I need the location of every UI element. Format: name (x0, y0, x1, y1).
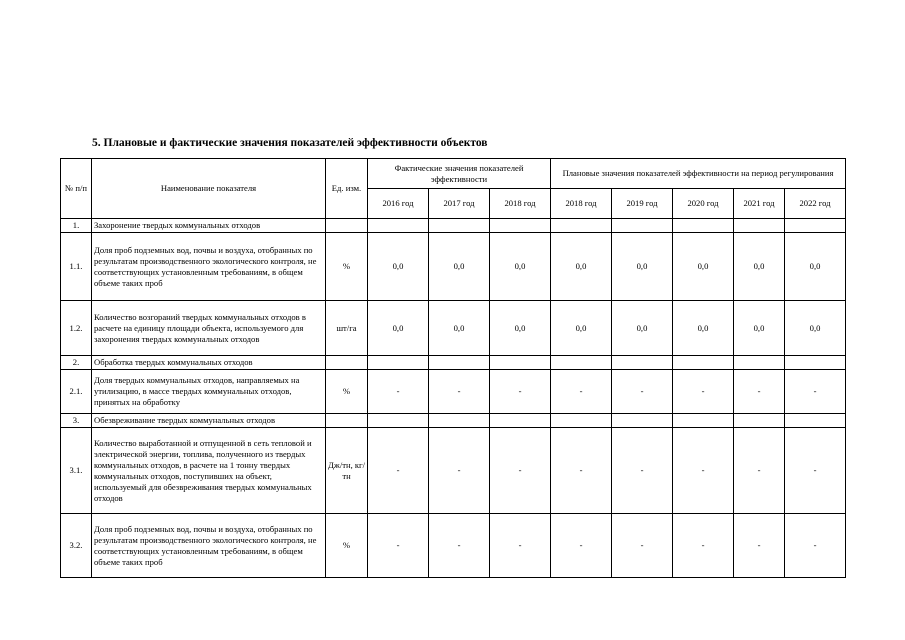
row-value: 0,0 (429, 301, 490, 356)
row-value: - (734, 428, 785, 514)
row-value (612, 219, 673, 233)
row-num: 2.1. (61, 370, 92, 414)
row-value (551, 356, 612, 370)
header-year: 2018 год (551, 189, 612, 219)
header-group-plan: Плановые значения показателей эффективности на период регулирования (551, 159, 846, 189)
row-value: 0,0 (673, 301, 734, 356)
table-row (61, 370, 846, 414)
row-value: - (785, 428, 846, 514)
row-value (612, 356, 673, 370)
row-value: - (612, 428, 673, 514)
row-value: - (490, 428, 551, 514)
table-body (61, 219, 846, 578)
row-num: 1.2. (61, 301, 92, 356)
row-value: 0,0 (490, 301, 551, 356)
row-value: 0,0 (734, 301, 785, 356)
row-value (490, 219, 551, 233)
row-value: - (368, 370, 429, 414)
row-value: 0,0 (785, 301, 846, 356)
row-value: 0,0 (551, 233, 612, 301)
row-value (673, 356, 734, 370)
row-value: - (785, 514, 846, 578)
header-num: № п/п (61, 159, 92, 219)
header-year: 2020 год (673, 189, 734, 219)
row-name: Доля проб подземных вод, почвы и воздуха, отобранных по результатам производственного экологического контроля, не соответствующих установленным требованиям, в общем объеме таких проб (92, 233, 326, 301)
row-value (734, 414, 785, 428)
row-value: - (734, 370, 785, 414)
row-value: - (612, 370, 673, 414)
row-unit: Дж/тн, кг/тн (326, 428, 368, 514)
header-name: Наименование показателя (92, 159, 326, 219)
header-unit: Ед. изм. (326, 159, 368, 219)
row-num: 1.1. (61, 233, 92, 301)
header-year: 2019 год (612, 189, 673, 219)
row-value: - (490, 370, 551, 414)
row-name: Захоронение твердых коммунальных отходов (92, 219, 326, 233)
row-value: - (673, 428, 734, 514)
row-value (673, 219, 734, 233)
row-value: 0,0 (673, 233, 734, 301)
row-value: 0,0 (734, 233, 785, 301)
row-unit (326, 414, 368, 428)
row-value (490, 414, 551, 428)
row-value: - (429, 514, 490, 578)
row-name: Количество выработанной и отпущенной в сеть тепловой и электрической энергии, топлива, полученного из твердых коммунальных отходов, в расчете на 1 тонну твердых коммунальных отходов, поступивших на объект, используемый для обезвреживания твердых коммунальных отходов (92, 428, 326, 514)
row-value: - (368, 514, 429, 578)
row-value: 0,0 (612, 301, 673, 356)
row-value (785, 356, 846, 370)
row-value: - (429, 428, 490, 514)
row-name: Количество возгораний твердых коммунальных отходов в расчете на единицу площади объекта, используемого для захоронения твердых коммунальных отходов (92, 301, 326, 356)
row-name: Обезвреживание твердых коммунальных отходов (92, 414, 326, 428)
row-num: 3.2. (61, 514, 92, 578)
header-year: 2017 год (429, 189, 490, 219)
row-num: 3.1. (61, 428, 92, 514)
row-value: 0,0 (551, 301, 612, 356)
row-value: - (551, 514, 612, 578)
row-value: - (785, 370, 846, 414)
row-value: - (551, 370, 612, 414)
row-value (734, 219, 785, 233)
row-value: - (490, 514, 551, 578)
table-row (61, 219, 846, 233)
row-value: 0,0 (368, 301, 429, 356)
row-value: - (551, 428, 612, 514)
header-group-fact: Фактические значения показателей эффективности (368, 159, 551, 189)
row-value (368, 219, 429, 233)
row-value (429, 219, 490, 233)
row-unit: % (326, 514, 368, 578)
row-value (673, 414, 734, 428)
row-value (612, 414, 673, 428)
row-value (551, 219, 612, 233)
table-row (61, 356, 846, 370)
row-value (785, 219, 846, 233)
row-value (368, 414, 429, 428)
row-num: 3. (61, 414, 92, 428)
row-value: - (734, 514, 785, 578)
page-title: 5. Плановые и фактические значения показателей эффективности объектов (92, 137, 488, 149)
indicators-table (60, 158, 846, 578)
header-year: 2016 год (368, 189, 429, 219)
row-unit: шт/га (326, 301, 368, 356)
table-row (61, 514, 846, 578)
row-value (490, 356, 551, 370)
row-name: Доля твердых коммунальных отходов, направляемых на утилизацию, в массе твердых коммунальных отходов, принятых на обработку (92, 370, 326, 414)
row-value (368, 356, 429, 370)
row-value (551, 414, 612, 428)
header-year: 2018 год (490, 189, 551, 219)
row-value: - (368, 428, 429, 514)
row-value: 0,0 (612, 233, 673, 301)
row-unit: % (326, 370, 368, 414)
header-year: 2022 год (785, 189, 846, 219)
row-num: 1. (61, 219, 92, 233)
row-value (734, 356, 785, 370)
row-value: 0,0 (429, 233, 490, 301)
row-unit (326, 219, 368, 233)
table-row (61, 414, 846, 428)
row-value: 0,0 (490, 233, 551, 301)
row-name: Доля проб подземных вод, почвы и воздуха, отобранных по результатам производственного экологического контроля, не соответствующих установленным требованиям, в общем объеме таких проб (92, 514, 326, 578)
row-value (429, 414, 490, 428)
row-value (785, 414, 846, 428)
row-value: - (612, 514, 673, 578)
header-year: 2021 год (734, 189, 785, 219)
row-num: 2. (61, 356, 92, 370)
table-row (61, 428, 846, 514)
row-unit (326, 356, 368, 370)
row-value: - (429, 370, 490, 414)
row-value: - (673, 514, 734, 578)
row-value: 0,0 (785, 233, 846, 301)
table-row (61, 301, 846, 356)
row-value (429, 356, 490, 370)
row-unit: % (326, 233, 368, 301)
row-name: Обработка твердых коммунальных отходов (92, 356, 326, 370)
row-value: - (673, 370, 734, 414)
row-value: 0,0 (368, 233, 429, 301)
table-row (61, 233, 846, 301)
